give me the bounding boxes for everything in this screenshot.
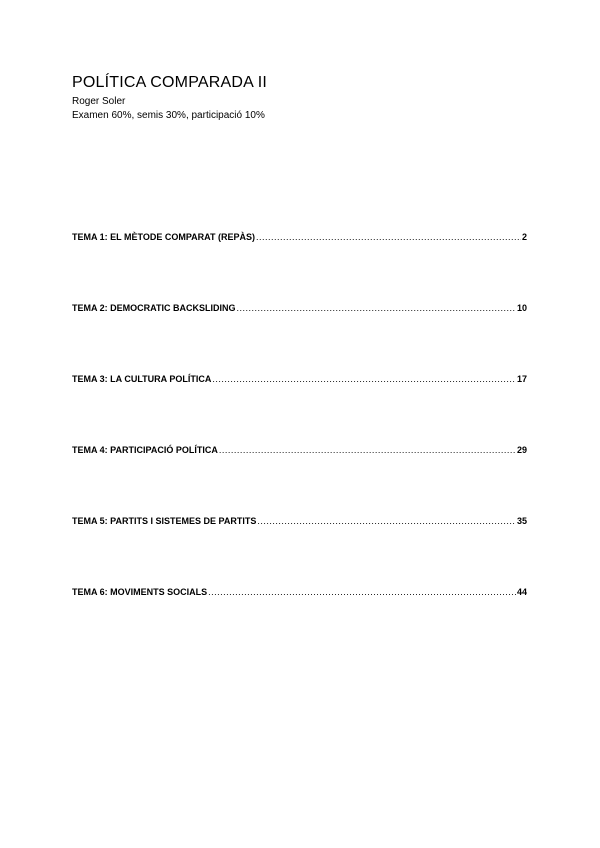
grading-breakdown: Examen 60%, semis 30%, participació 10%	[72, 110, 265, 121]
toc-entry-page-number: 35	[516, 516, 527, 526]
toc-entry-label: TEMA 4: PARTICIPACIÓ POLÍTICA	[72, 445, 218, 455]
toc-entry-tema-4[interactable]	[72, 444, 527, 456]
toc-dot-leader	[212, 373, 516, 385]
toc-dot-leader	[237, 302, 516, 314]
toc-entry-tema-6[interactable]	[72, 586, 527, 598]
toc-entry-tema-5[interactable]	[72, 515, 527, 527]
toc-dot-leader	[257, 515, 516, 527]
toc-entry-label: TEMA 2: DEMOCRATIC BACKSLIDING	[72, 303, 236, 313]
toc-entry-tema-2[interactable]	[72, 302, 527, 314]
toc-entry-page-number: 2	[521, 232, 527, 242]
toc-entry-page-number: 10	[516, 303, 527, 313]
toc-entry-label: TEMA 6: MOVIMENTS SOCIALS	[72, 587, 208, 597]
document-title: POLÍTICA COMPARADA II	[72, 74, 268, 91]
toc-entry-label: TEMA 1: EL MÈTODE COMPARAT (REPÀS)	[72, 232, 256, 242]
toc-entry-page-number: 17	[516, 374, 527, 384]
toc-entry-label: TEMA 3: LA CULTURA POLÍTICA	[72, 374, 212, 384]
toc-entry-tema-1[interactable]	[72, 231, 527, 243]
toc-dot-leader	[256, 231, 521, 243]
toc-dot-leader	[208, 586, 516, 598]
toc-entry-tema-3[interactable]	[72, 373, 527, 385]
document-author: Roger Soler	[72, 96, 126, 107]
toc-entry-page-number: 29	[516, 445, 527, 455]
toc-entry-page-number: 44	[516, 587, 527, 597]
table-of-contents	[72, 0, 527, 848]
toc-entry-label: TEMA 5: PARTITS I SISTEMES DE PARTITS	[72, 516, 257, 526]
toc-dot-leader	[219, 444, 516, 456]
